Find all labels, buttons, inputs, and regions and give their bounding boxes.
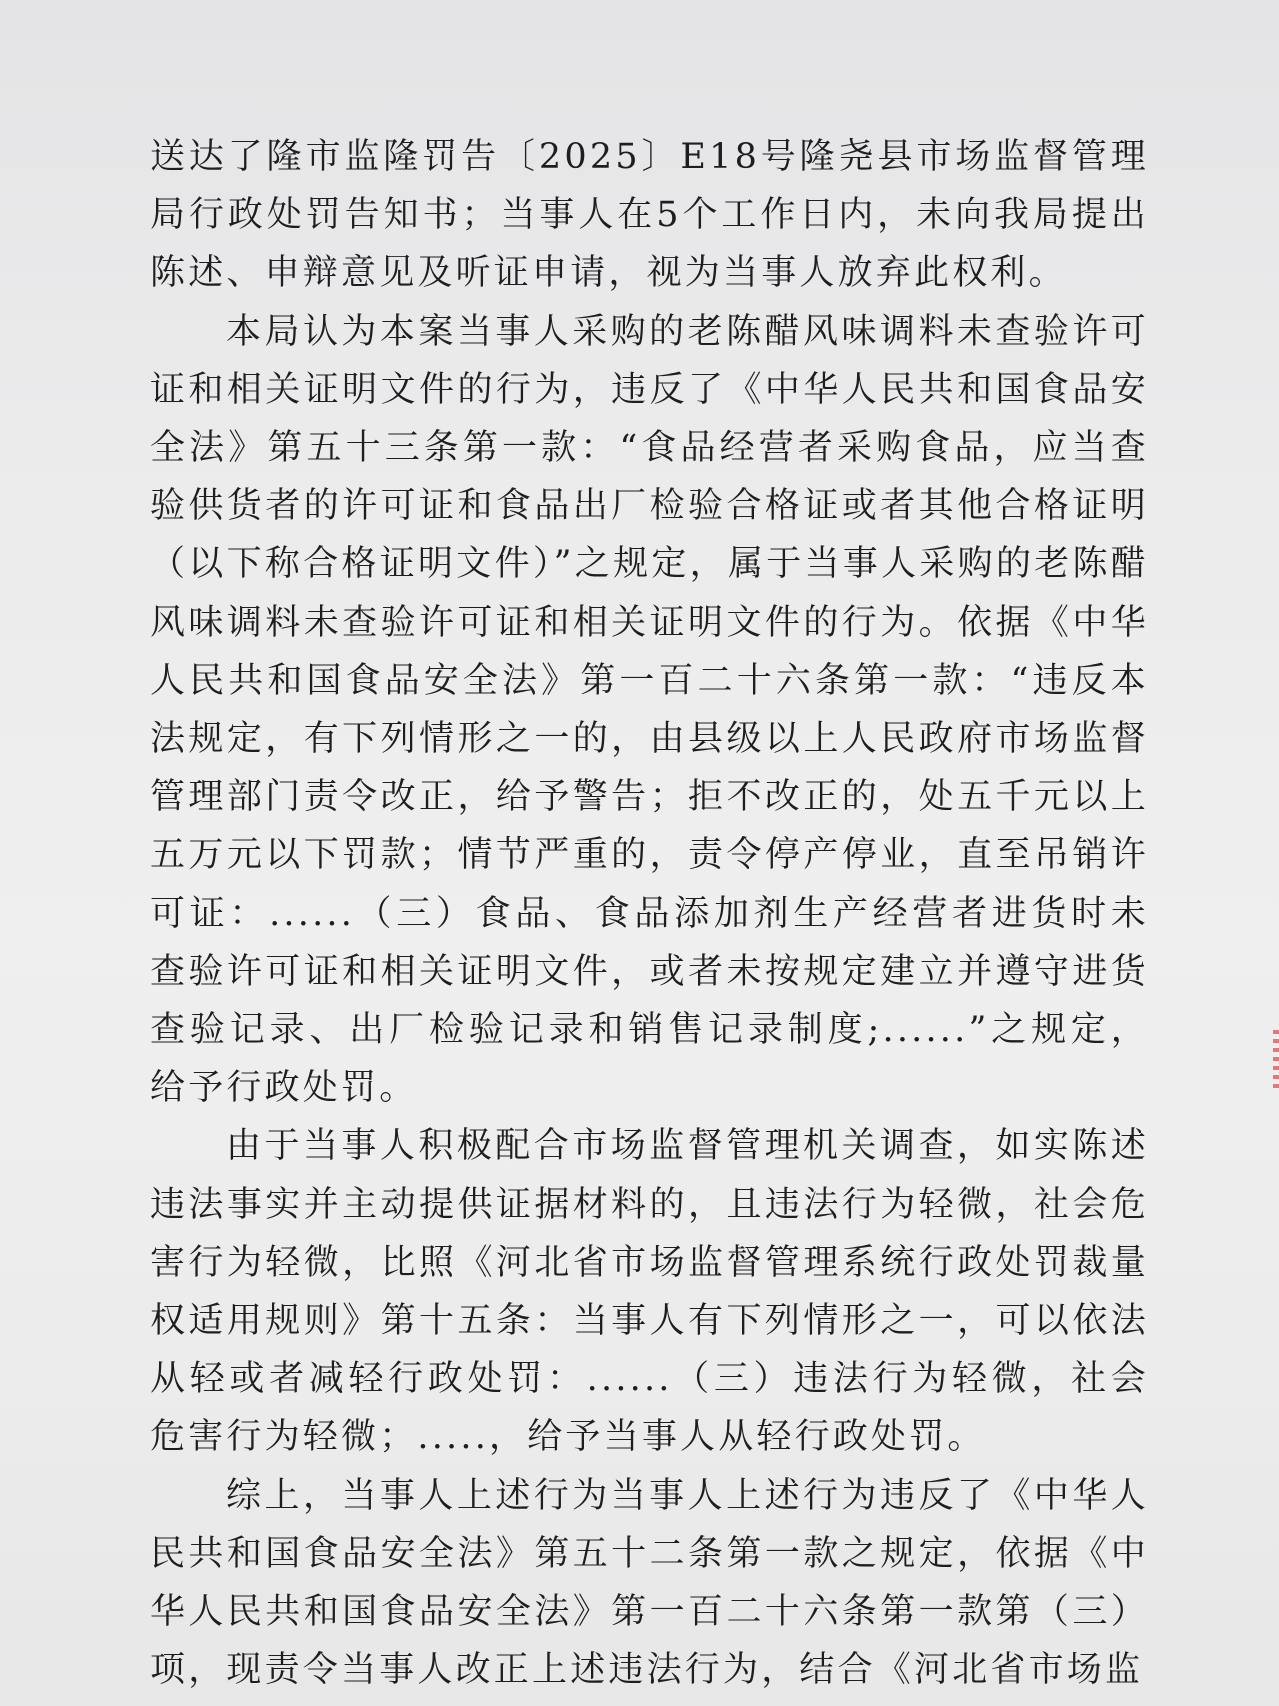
paragraph-conclusion: 综上，当事人上述行为当事人上述行为违反了《中华人民共和国食品安全法》第五十二条第一款之规定，依据《中华人民共和国食品安全法》第一百二十六条第一款第（三）项，现责令当事人改正上述违法行为，结合《河北省市场监 xyxy=(150,1475,1149,1691)
paragraph-violation-finding: 本局认为本案当事人采购的老陈醋风味调料未查验许可证和相关证明文件的行为，违反了《中华人民共和国食品安全法》第五十三条第一款：“食品经营者采购食品，应当查验供货者的许可证和食品出厂检验合格证或者其他合格证明（以下称合格证明文件）”之规定，属于当事人采购的老陈醋风味调料未查验许可证和相关证明文件的行为。依据《中华人民共和国食品安全法》第一百二十六条第一款：“违反本法规定，有下列情形之一的，由县级以上人民政府市场监督管理部门责令改正，给予警告；拒不改正的，处五千元以上五万元以下罚款；情节严重的，责令停产停业，直至吊销许可证：......（三）食品、食品添加剂生产经营者进货时未查验许可证和相关证明文件，或者未按规定建立并遵守进货查验记录、出厂检验记录和销售记录制度;......”之规定，给予行政处罚。 xyxy=(150,311,1149,1109)
paragraph-notice-delivery: 送达了隆市监隆罚告〔2025〕E18号隆尧县市场监督管理局行政处罚告知书；当事人在5个工作日内，未向我局提出陈述、申辩意见及听证申请，视为当事人放弃此权利。 xyxy=(150,137,1149,294)
paragraph-mitigation: 由于当事人积极配合市场监督管理机关调查，如实陈述违法事实并主动提供证据材料的，且违法行为轻微，社会危害行为轻微，比照《河北省市场监督管理系统行政处罚裁量权适用规则》第十五条：当事人有下列情形之一，可以依法从轻或者减轻行政处罚：......（三）违法行为轻微，社会危害行为轻微；.....，给予当事人从轻行政处罚。 xyxy=(150,1126,1149,1458)
red-seal-edge-mark xyxy=(1273,1030,1279,1090)
